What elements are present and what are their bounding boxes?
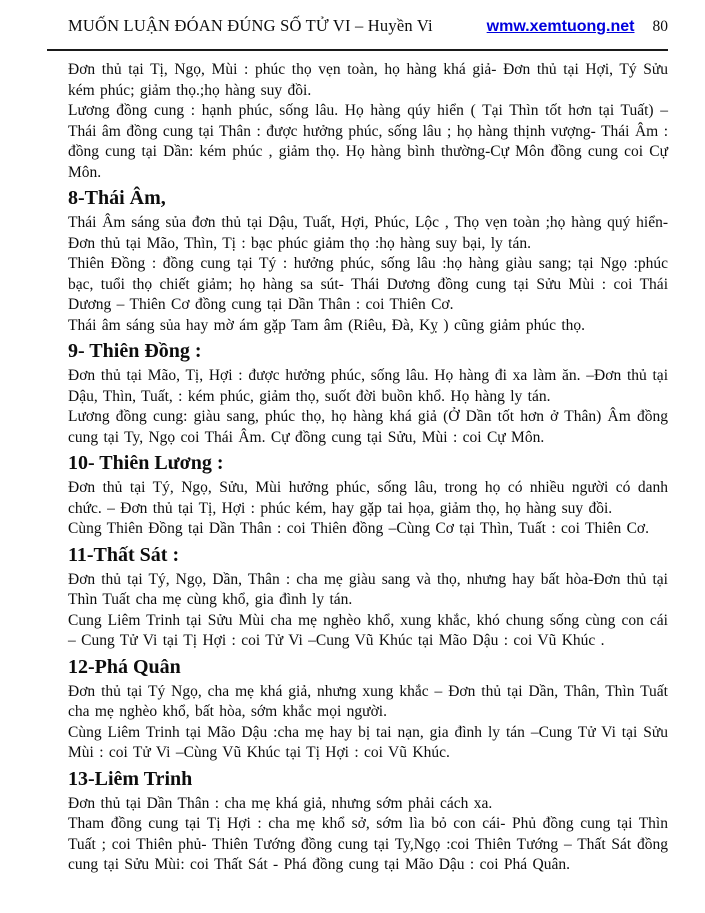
body-paragraph: Đơn thủ tại Tý, Ngọ, Sửu, Mùi hưởng phúc, sống lâu, trong họ có nhiều người có danh chức. – Đơn thủ tại Tị, Hợi : phúc kém, hay gặp tai họa, giảm thọ, họ hàng suy đồi. (68, 479, 668, 517)
body-paragraph: Đơn thủ tại Tị, Ngọ, Mùi : phúc thọ vẹn toàn, họ hàng khá giả- Đơn thủ tại Hợi, Tý Sửu kém phúc; giảm thọ.;họ hàng suy đồi. (68, 61, 668, 99)
body-paragraph: Cùng Liêm Trinh tại Mão Dậu :cha mẹ hay bị tai nạn, gia đình ly tán –Cung Tử Vi tại Sửu Mùi : coi Tử Vi –Cùng Vũ Khúc tại Tị Hợi : coi Vũ Khúc. (68, 723, 668, 761)
section-heading: 8-Thái Âm, (68, 187, 166, 209)
website-link[interactable]: wmw.xemtuong.net (486, 18, 635, 35)
body-paragraph: Thái Âm sáng sủa đơn thủ tại Dậu, Tuất, Hợi, Phúc, Lộc , Thọ vẹn toàn ;họ hàng quý hiển- Đơn thủ tại Mão, Thìn, Tị : bạc phúc giảm thọ :họ hàng suy bại, ly tán. (68, 214, 668, 252)
body-paragraph: Đơn thủ tại Dần Thân : cha mẹ khá giả, nhưng sớm phải cách xa. (68, 794, 493, 812)
body-paragraph: Lương đồng cung : hạnh phúc, sống lâu. Họ hàng qúy hiển ( Tại Thìn tốt hơn tại Tuất) –Thái âm đồng cung tại Thân : được hưởng phúc, sống lâu ; họ hàng thịnh vượng- Thái Âm : đồng cung tại Dần: kém phúc , giảm thọ. Họ hàng bình thường-Cự Môn đồng cung coi Cự Môn. (68, 102, 668, 181)
section-heading: 11-Thất Sát : (68, 543, 180, 566)
header-divider (47, 49, 668, 51)
section-heading: 10- Thiên Lương : (68, 452, 224, 474)
body-paragraph: Thái âm sáng sủa hay mờ ám gặp Tam âm (Riêu, Đà, Kỵ ) cũng giảm phúc thọ. (68, 316, 586, 334)
body-paragraph: Cùng Thiên Đồng tại Dần Thân : coi Thiên đồng –Cùng Cơ tại Thìn, Tuất : coi Thiên Cơ. (68, 520, 649, 537)
section-heading: 12-Phá Quân (68, 655, 181, 678)
header-right (487, 18, 668, 36)
body-paragraph: Lương đồng cung: giàu sang, phúc thọ, họ hàng khá giả (Ở Dần tốt hơn ở Thân) Âm đồng cung tại Ty, Ngọ coi Thái Âm. Cự đồng cung tại Sửu, Mùi : coi Cự Môn. (68, 408, 668, 446)
page-body (68, 60, 668, 876)
body-paragraph: Thiên Đồng : đồng cung tại Tý : hưởng phúc, sống lâu :họ hàng giàu sang; tại Ngọ :phúc bạc, tuổi thọ chiết giảm; họ hàng sa sút- Thái Dương đồng cung tại Sửu Mùi : coi Thái Dương – Thiên Cơ đồng cung tại Dần Thân : coi Thiên Cơ. (68, 255, 668, 313)
body-paragraph: Cung Liêm Trinh tại Sửu Mùi cha mẹ nghèo khổ, xung khắc, khó chung sống cùng con cái – Cung Tử Vi tại Tị Hợi : coi Tử Vi –Cung Vũ Khúc tại Mão Dậu : coi Vũ Khúc . (68, 611, 668, 649)
page-number: 80 (652, 18, 668, 35)
page-header (68, 16, 668, 36)
body-paragraph: Tham đồng cung tại Tị Hợi : cha mẹ khổ sở, sớm lìa bỏ con cái- Phủ đồng cung tại Thìn Tuất ; coi Thiên phủ- Thiên Tướng đồng cung tại Ty,Ngọ :coi Thiên Tướng – Thất Sát đồng cung tại Sửu Mùi: coi Thất Sát - Phá đồng cung tại Mão Dậu : coi Phá Quân. (68, 815, 668, 873)
book-title: MUỐN LUẬN ĐÓAN ĐÚNG SỐ TỬ VI – Huyền Vi (68, 16, 433, 35)
section-heading: 9- Thiên Đồng : (68, 340, 202, 362)
body-paragraph: Đơn thủ tại Tý Ngọ, cha mẹ khá giả, nhưng xung khắc – Đơn thủ tại Dần, Thân, Thìn Tuất cha mẹ nghèo khổ, bất hòa, sớm khắc mọi người. (68, 682, 668, 720)
section-heading: 13-Liêm Trinh (68, 767, 193, 790)
body-paragraph: Đơn thủ tại Mão, Tị, Hợi : được hưởng phúc, sống lâu. Họ hàng đi xa làm ăn. –Đơn thủ tại Dậu, Thìn, Tuất, : kém phúc, giảm thọ, suốt đời buồn khổ. Họ hàng ly tán. (68, 367, 668, 405)
body-paragraph: Đơn thủ tại Tý, Ngọ, Dần, Thân : cha mẹ giàu sang và thọ, nhưng hay bất hòa-Đơn thủ tại Thìn Tuất cha mẹ cùng khổ, gia đình ly tán. (68, 570, 668, 608)
